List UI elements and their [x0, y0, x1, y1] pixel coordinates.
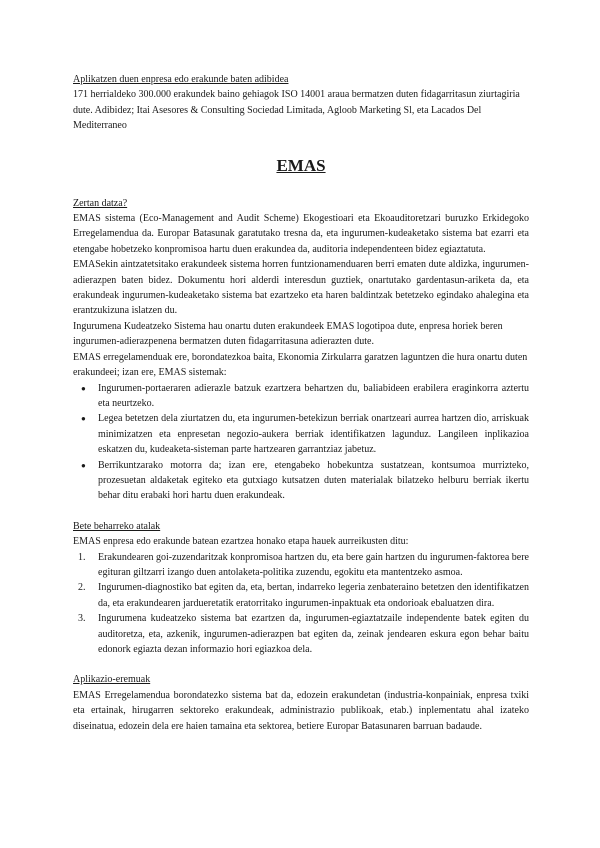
example-text: 171 herrialdeko 300.000 erakundek baino gehiagok ISO 14001 araua bermatzen duten fidagarritasun ziurtagiria dute. Adibidez; Itai Asesores & Consulting Sociedad Limitada, Agloob Marketing Sl, eta Lacados Del Mediterraneo — [73, 89, 520, 132]
step-number: 1. — [78, 551, 86, 563]
step-text: Ingurumen-diagnostiko bat egiten da, eta, bertan, indarreko legeria zenbateraino betetzen den identifikatzen da, eta erakundearen jardueretatik eratorritako ingurumen-inpaktuak eta ondorioak ebaluatzen dira. — [98, 582, 529, 609]
step-text: Erakundearen goi-zuzendaritzak konpromisoa hartzen du, eta bere gain hartzen du ingurumen-faktorea bere egituran giltzarri izango duen antolaketa-politika zuzendu, egokitu eta mantentzeko asmoa. — [98, 551, 529, 578]
steps-list — [73, 550, 529, 658]
paragraph: EMAS erregelamenduak ere, borondatezkoa baita, Ekonomia Zirkularra garatzen laguntzen die hura onartu duten erakundeei; izan ere, EMAS sistemak: — [73, 351, 528, 379]
steps-section — [73, 519, 529, 658]
paragraph: EMASekin aintzatetsitako erakundeek sistema horren funtzionamenduaren berri ematen dute aldizka, ingurumen-adierazpen baten bidez. Dokumentu hori alderdi interesdun guztiek, onartutako gardentasun-ariketa da, eta erakundeak ingurumen-kudeaketako sistema bat ezartzeko eta haren baldintzak betetzeko egindako ahalegina eta erantzukizuna islatzen du. — [73, 259, 529, 317]
scope-text: EMAS Erregelamendua borondatezko sistema bat da, edozein erakundetan (industria-konpainiak, enpresa txiki eta ertainak, hirugarren sektoreko erakundeak, administrazio publikoak, etab.) inplementatu ahal izateko diseinatua, edozein dela ere haien tamaina eta sektorea, betiere Europar Batasunaren barruan badaude. — [73, 689, 529, 732]
example-heading: Aplikatzen duen enpresa edo erakunde baten adibidea — [73, 74, 289, 85]
spacer — [73, 657, 529, 672]
steps-intro: EMAS enpresa edo erakunde batean ezartzea honako etapa hauek aurreikusten ditu: — [73, 536, 409, 548]
step-number: 2. — [78, 582, 86, 594]
list-item: ● Ingurumen-portaeraren adierazle batzuk ezartzera behartzen du, baliabideen erabilera eraginkorra aztertu eta neurtzeko. — [73, 381, 529, 412]
what-is-it-section — [73, 196, 529, 504]
list-item: ● Berrikuntzarako motorra da; izan ere, etengabeko hobekuntza sustatzean, kontsumoa murrizteko, prozesuetan aldaketak egiteko eta gutxiago kutsatzen duten materialak bilatzeko helburu berriak ikertu behar ditu erabaki hori hartu duen erakundeak. — [73, 458, 529, 504]
example-section — [73, 72, 529, 134]
list-item — [73, 550, 529, 581]
spacer — [73, 504, 529, 519]
scope-section — [73, 672, 529, 734]
page-title: EMAS — [276, 155, 326, 175]
scope-heading: Aplikazio-eremuak — [73, 674, 151, 686]
step-text: Ingurumena kudeatzeko sistema bat ezartzen da, ingurumen-egiaztatzaile independente batek egiten du auditoretza, eta, azkenik, ingurumen-adierazpen bat egiten da, zeinak jendearen eskura egon behar baitu edonork egiazta dezan informazio hori egiazkoa dela. — [98, 613, 529, 655]
steps-heading: Bete beharreko atalak — [73, 520, 161, 532]
list-item — [73, 580, 529, 611]
paragraph: Ingurumena Kudeatzeko Sistema hau onartu duten erakundeek EMAS logotipoa dute, enpresa horiek beren ingurumen-adierazpenena bermatzen duten fidagarritasuna adierazten dute. — [73, 320, 503, 348]
list-item: ● Legea betetzen dela ziurtatzen du, eta ingurumen-betekizun berriak onartzeari aurrea hartzen dio, arriskuak minimizatzen eta enpresetan negozio-aukera berriak identifikatzen lagunduz. Langileen inplikazioa eskatzen du, kudeaketa-sisteman parte hartzearen garrantziaz jabetuz. — [73, 411, 529, 457]
document-body — [73, 72, 529, 734]
emas-benefits-list — [73, 381, 529, 504]
step-number: 3. — [78, 613, 86, 625]
list-item — [73, 611, 529, 657]
paragraph: EMAS sistema (Eco-Management and Audit Scheme) Ekogestioari eta Ekoauditoretzari buruzko Erkidegoko Erregelamendua da. Europar Batasunak garatutako tresna da, eta ingurumen-kudeaketako sistema bat ezarri eta etengabe hobetzeko konpromisoa hartu duen erakundea da, auditoria independenteen bidez egiaztatuta. — [73, 213, 529, 255]
what-is-it-heading: Zertan datza? — [73, 197, 128, 209]
